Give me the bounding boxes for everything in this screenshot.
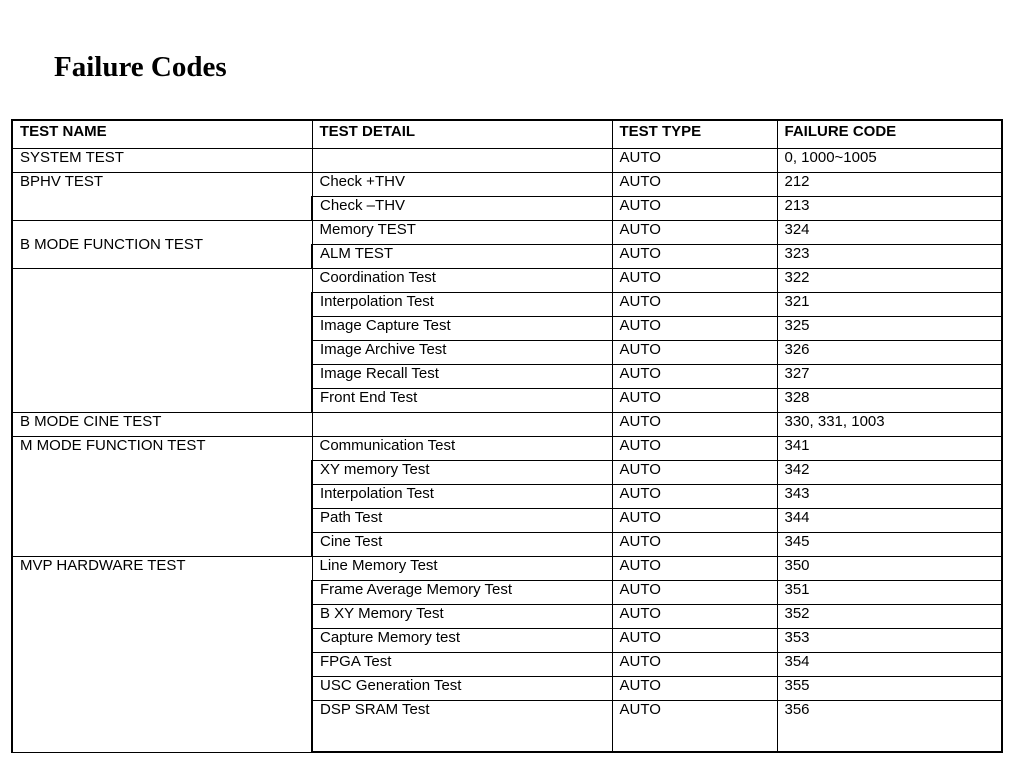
test-detail-cell: USC Generation Test xyxy=(312,677,612,701)
failure-code-cell: 326 xyxy=(777,341,1002,365)
table-row xyxy=(12,437,1002,461)
failure-code-cell: 327 xyxy=(777,365,1002,389)
table-row xyxy=(12,221,1002,245)
test-type-cell: AUTO xyxy=(612,341,777,365)
failure-code-cell: 330, 331, 1003 xyxy=(777,413,1002,437)
test-type-cell: AUTO xyxy=(612,317,777,341)
failure-codes-table xyxy=(11,119,1003,753)
failure-code-cell: 328 xyxy=(777,389,1002,413)
failure-code-cell: 353 xyxy=(777,629,1002,653)
failure-code-cell: 325 xyxy=(777,317,1002,341)
test-type-cell: AUTO xyxy=(612,173,777,197)
test-type-cell: AUTO xyxy=(612,509,777,533)
failure-code-cell: 321 xyxy=(777,293,1002,317)
test-name-cell: SYSTEM TEST xyxy=(12,149,312,173)
test-detail-cell: Interpolation Test xyxy=(312,293,612,317)
test-detail-cell: Communication Test xyxy=(312,437,612,461)
failure-code-cell: 356 xyxy=(777,701,1002,753)
test-detail-cell: Image Capture Test xyxy=(312,317,612,341)
test-detail-cell xyxy=(312,413,612,437)
failure-code-cell: 355 xyxy=(777,677,1002,701)
test-detail-cell: XY memory Test xyxy=(312,461,612,485)
test-detail-cell: Image Recall Test xyxy=(312,365,612,389)
test-detail-cell: DSP SRAM Test xyxy=(312,701,612,753)
test-name-cell: BPHV TEST xyxy=(12,173,312,221)
failure-code-cell: 350 xyxy=(777,557,1002,581)
test-detail-cell: Check –THV xyxy=(312,197,612,221)
test-name-cell: MVP HARDWARE TEST xyxy=(12,557,312,753)
test-type-cell: AUTO xyxy=(612,701,777,753)
test-type-cell: AUTO xyxy=(612,197,777,221)
test-detail-cell: FPGA Test xyxy=(312,653,612,677)
test-type-cell: AUTO xyxy=(612,413,777,437)
page-title: Failure Codes xyxy=(54,51,227,83)
failure-code-cell: 351 xyxy=(777,581,1002,605)
test-detail-cell: Memory TEST xyxy=(312,221,612,245)
test-type-cell: AUTO xyxy=(612,221,777,245)
failure-code-cell: 345 xyxy=(777,533,1002,557)
test-detail-cell: Frame Average Memory Test xyxy=(312,581,612,605)
header-test-name: TEST NAME xyxy=(12,120,312,149)
failure-code-cell: 343 xyxy=(777,485,1002,509)
table-header-row xyxy=(12,120,1002,149)
test-type-cell: AUTO xyxy=(612,149,777,173)
test-name-cell: B MODE FUNCTION TEST xyxy=(12,221,312,269)
test-detail-cell: Interpolation Test xyxy=(312,485,612,509)
table-row xyxy=(12,269,1002,293)
table-row xyxy=(12,173,1002,197)
header-test-type: TEST TYPE xyxy=(612,120,777,149)
failure-code-cell: 352 xyxy=(777,605,1002,629)
test-type-cell: AUTO xyxy=(612,653,777,677)
test-type-cell: AUTO xyxy=(612,557,777,581)
test-detail-cell: Check +THV xyxy=(312,173,612,197)
table-row xyxy=(12,413,1002,437)
test-type-cell: AUTO xyxy=(612,293,777,317)
test-type-cell: AUTO xyxy=(612,269,777,293)
table-row xyxy=(12,557,1002,581)
header-test-detail: TEST DETAIL xyxy=(312,120,612,149)
test-detail-cell: Line Memory Test xyxy=(312,557,612,581)
failure-code-cell: 323 xyxy=(777,245,1002,269)
failure-code-cell: 213 xyxy=(777,197,1002,221)
test-name-cell: B MODE CINE TEST xyxy=(12,413,312,437)
table-row xyxy=(12,149,1002,173)
test-detail-cell: B XY Memory Test xyxy=(312,605,612,629)
test-name-cell: M MODE FUNCTION TEST xyxy=(12,437,312,557)
test-type-cell: AUTO xyxy=(612,389,777,413)
failure-code-cell: 324 xyxy=(777,221,1002,245)
test-type-cell: AUTO xyxy=(612,677,777,701)
test-type-cell: AUTO xyxy=(612,629,777,653)
failure-code-cell: 344 xyxy=(777,509,1002,533)
test-type-cell: AUTO xyxy=(612,437,777,461)
test-detail-cell: Path Test xyxy=(312,509,612,533)
test-type-cell: AUTO xyxy=(612,605,777,629)
test-detail-cell: Front End Test xyxy=(312,389,612,413)
failure-code-cell: 322 xyxy=(777,269,1002,293)
test-type-cell: AUTO xyxy=(612,245,777,269)
test-name-cell-continued xyxy=(12,269,312,413)
failure-code-cell: 212 xyxy=(777,173,1002,197)
test-type-cell: AUTO xyxy=(612,485,777,509)
test-detail-cell: Capture Memory test xyxy=(312,629,612,653)
failure-code-cell: 341 xyxy=(777,437,1002,461)
header-failure-code: FAILURE CODE xyxy=(777,120,1002,149)
test-detail-cell: Cine Test xyxy=(312,533,612,557)
test-type-cell: AUTO xyxy=(612,581,777,605)
failure-code-cell: 354 xyxy=(777,653,1002,677)
test-type-cell: AUTO xyxy=(612,461,777,485)
test-detail-cell: ALM TEST xyxy=(312,245,612,269)
failure-code-cell: 342 xyxy=(777,461,1002,485)
test-detail-cell: Coordination Test xyxy=(312,269,612,293)
test-detail-cell: Image Archive Test xyxy=(312,341,612,365)
test-type-cell: AUTO xyxy=(612,533,777,557)
test-detail-cell xyxy=(312,149,612,173)
test-type-cell: AUTO xyxy=(612,365,777,389)
failure-code-cell: 0, 1000~1005 xyxy=(777,149,1002,173)
